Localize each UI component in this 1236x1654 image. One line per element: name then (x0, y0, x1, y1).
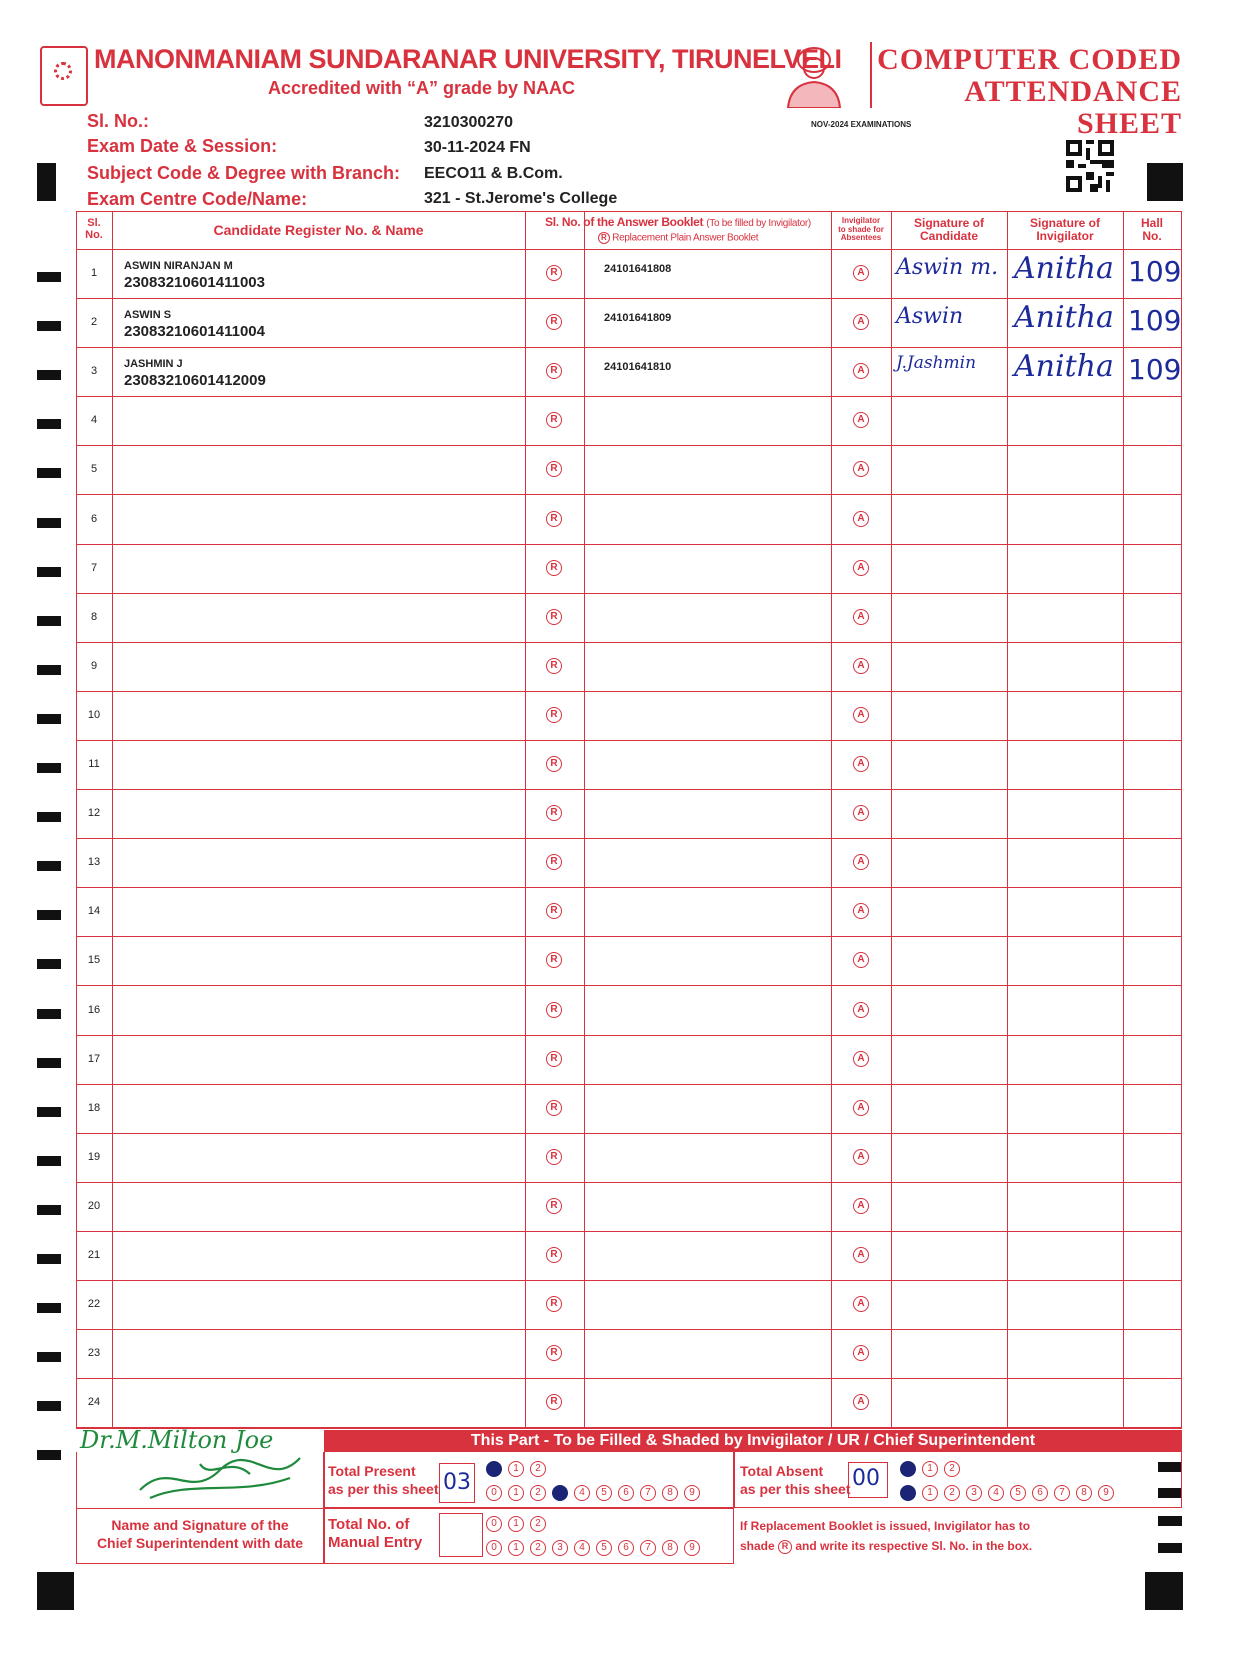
timing-mark (37, 1254, 61, 1264)
exam-date-value: 30-11-2024 FN (424, 139, 531, 156)
timing-mark (37, 1352, 61, 1362)
chief-signature: Dr.M.Milton Joe (80, 1426, 274, 1454)
hall-no: 109 (1128, 304, 1182, 338)
timing-mark (37, 321, 61, 331)
absentee-bubble[interactable]: A (853, 1198, 869, 1214)
accreditation-text: Accredited with “A” grade by NAAC (268, 78, 576, 98)
absentee-bubble[interactable]: A (853, 1296, 869, 1312)
absentee-bubble[interactable]: A (853, 1100, 869, 1116)
row-sl-no: 21 (87, 1249, 101, 1261)
tens-digit-bubble[interactable]: 1 (508, 1516, 524, 1532)
university-name: MANONMANIAM SUNDARANAR UNIVERSITY, TIRUNELVELI (94, 44, 842, 74)
unit-digit-bubble[interactable]: 8 (662, 1540, 678, 1556)
row-sl-no: 20 (87, 1199, 101, 1212)
unit-digit-bubble[interactable]: 7 (640, 1485, 656, 1501)
tens-digit-bubble[interactable]: 2 (944, 1461, 960, 1477)
total-present-label: Total Present as per this sheet (328, 1463, 439, 1497)
table-row (76, 1378, 1182, 1427)
row-sl-no: 7 (90, 561, 98, 574)
tens-digit-bubble[interactable]: 1 (508, 1461, 524, 1477)
unit-digit-bubble[interactable]: 6 (1032, 1485, 1048, 1501)
sheet-title-line2: ATTENDANCE SHEET (964, 75, 1182, 140)
row-sl-no: 11 (88, 758, 100, 770)
candidate-reg-no: 23083210601411004 (124, 323, 265, 341)
unit-digit-bubble[interactable]: 2 (944, 1485, 960, 1501)
absentee-bubble[interactable]: A (853, 1345, 869, 1361)
col-candidate-header: Candidate Register No. & Name (213, 221, 424, 238)
absentee-bubble[interactable]: A (853, 854, 869, 870)
table-row (76, 936, 1182, 985)
replacement-bubble[interactable]: R (546, 412, 562, 428)
table-row (76, 838, 1182, 887)
table-row (76, 544, 1182, 593)
row-sl-no: 19 (87, 1150, 101, 1163)
row-sl-no: 17 (87, 1052, 101, 1065)
absentee-bubble[interactable]: A (853, 756, 869, 772)
timing-mark (37, 763, 61, 773)
table-row (76, 1182, 1182, 1231)
table-row (76, 1035, 1182, 1084)
unit-digit-bubble[interactable]: 7 (640, 1540, 656, 1556)
absentee-bubble[interactable]: A (853, 1002, 869, 1018)
row-sl-no: 22 (87, 1298, 101, 1311)
table-row (76, 1280, 1182, 1329)
timing-mark (37, 714, 61, 724)
timing-mark (37, 665, 61, 675)
row-sl-no: 6 (90, 512, 98, 525)
timing-mark (37, 959, 61, 969)
replacement-r-icon: R (598, 232, 610, 244)
replacement-bubble[interactable]: R (546, 1051, 562, 1067)
row-sl-no: 18 (87, 1101, 101, 1114)
table-row (76, 691, 1182, 740)
unit-digit-bubble[interactable]: 0 (486, 1485, 502, 1501)
replacement-bubble[interactable]: R (546, 1100, 562, 1116)
superintendent-section (76, 1426, 1182, 1564)
absentee-bubble[interactable]: A (853, 903, 869, 919)
replacement-bubble[interactable]: R (546, 511, 562, 527)
row-sl-no: 2 (90, 316, 98, 329)
qr-code (1066, 140, 1114, 192)
timing-mark (37, 812, 61, 822)
replacement-bubble[interactable]: R (546, 363, 562, 379)
unit-digit-bubble[interactable]: 5 (596, 1540, 612, 1556)
replacement-bubble[interactable]: R (546, 1296, 562, 1312)
unit-digit-bubble[interactable]: 6 (618, 1485, 634, 1501)
absentee-bubble[interactable]: A (853, 511, 869, 527)
answer-booklet-no: 24101641809 (604, 312, 672, 325)
centre-label: Exam Centre Code/Name: (87, 189, 308, 209)
unit-digit-bubble[interactable]: 4 (988, 1485, 1004, 1501)
candidate-reg-no: 23083210601411003 (124, 274, 265, 291)
unit-digit-bubble[interactable]: 3 (552, 1540, 568, 1556)
table-row (76, 495, 1182, 544)
university-logo (40, 46, 88, 106)
replacement-bubble[interactable]: R (546, 609, 562, 625)
total-absent-label: Total Absent as per this sheet (740, 1463, 851, 1497)
total-absent-value: 00 (852, 1466, 880, 1491)
row-sl-no: 1 (90, 267, 98, 279)
timing-mark (37, 616, 61, 626)
table-row (76, 1329, 1182, 1378)
row-sl-no: 15 (87, 954, 101, 967)
candidate-signature: Aswin (896, 304, 964, 330)
table-row (76, 347, 1182, 396)
timing-mark (37, 1205, 61, 1215)
registration-mark (1147, 163, 1183, 201)
chief-label: Name and Signature of the Chief Superintendent with date (96, 1517, 304, 1551)
candidate-name: ASWIN S (124, 309, 172, 322)
unit-digit-bubble[interactable]: 2 (530, 1485, 546, 1501)
replacement-note: If Replacement Booklet is issued, Invigilator has to shade R and write its respective Sl. No. in the box. (740, 1519, 1033, 1553)
unit-digit-bubble[interactable]: 5 (1010, 1485, 1026, 1501)
absentee-bubble[interactable]: A (853, 707, 869, 723)
table-row (76, 1133, 1182, 1182)
row-sl-no: 14 (87, 905, 101, 918)
col-hall-header: Hall No. (1140, 216, 1163, 243)
timing-mark (37, 1107, 61, 1117)
table-row (76, 396, 1182, 445)
sl-no-value: 3210300270 (424, 114, 513, 131)
total-present-value: 03 (443, 1470, 471, 1495)
unit-digit-bubble[interactable]: 4 (574, 1540, 590, 1556)
sl-no-label: Sl. No.: (87, 111, 149, 131)
unit-digit-bubble[interactable]: 3 (552, 1485, 568, 1501)
row-sl-no: 23 (87, 1347, 101, 1360)
answer-booklet-no: 24101641808 (604, 263, 672, 275)
unit-digit-bubble[interactable]: 9 (1098, 1485, 1114, 1501)
timing-mark (37, 567, 61, 577)
unit-digit-bubble[interactable]: 9 (684, 1485, 700, 1501)
replacement-bubble[interactable]: R (546, 461, 562, 477)
centre-value: 321 - St.Jerome's College (424, 190, 618, 207)
unit-digit-bubble[interactable]: 8 (662, 1485, 678, 1501)
answer-booklet-no: 24101641810 (604, 361, 672, 374)
row-sl-no: 10 (87, 708, 101, 721)
table-row (76, 986, 1182, 1035)
row-sl-no: 5 (90, 463, 98, 476)
hall-no: 109 (1128, 353, 1182, 387)
table-row (76, 789, 1182, 838)
replacement-bubble[interactable]: R (546, 903, 562, 919)
unit-digit-bubble[interactable]: 6 (618, 1540, 634, 1556)
superintendent-band-title: This Part - To be Filled & Shaded by Invigilator / UR / Chief Superintendent (324, 1430, 1182, 1452)
absentee-bubble[interactable]: A (853, 805, 869, 821)
manual-entry-value-box[interactable] (439, 1513, 483, 1557)
col-invigilator-shade-header: Invigilator to shade for Absentees (838, 216, 884, 243)
table-row (76, 298, 1182, 347)
unit-digit-bubble[interactable]: 7 (1054, 1485, 1070, 1501)
row-sl-no: 12 (87, 807, 101, 820)
col-sig-candidate-header: Signature of Candidate (913, 216, 984, 243)
subject-value: EECO11 & B.Com. (424, 165, 563, 182)
timing-mark (37, 1450, 61, 1460)
invigilator-signature: Anitha (1014, 251, 1114, 286)
table-row (76, 593, 1182, 642)
sheet-title-line1: COMPUTER CODED (877, 43, 1182, 76)
timing-mark (37, 518, 61, 528)
replacement-bubble[interactable]: R (546, 658, 562, 674)
exam-date-label: Exam Date & Session: (87, 136, 278, 156)
registration-mark (37, 1572, 74, 1610)
row-sl-no: 13 (87, 856, 101, 869)
unit-digit-bubble[interactable]: 1 (508, 1485, 524, 1501)
table-row (76, 740, 1182, 789)
tens-digit-bubble[interactable]: 0 (900, 1461, 916, 1477)
unit-digit-bubble[interactable]: 9 (684, 1540, 700, 1556)
table-row (76, 445, 1182, 494)
timing-mark (37, 1156, 61, 1166)
replacement-bubble[interactable]: R (546, 1149, 562, 1165)
unit-digit-bubble[interactable]: 1 (508, 1540, 524, 1556)
replacement-bubble[interactable]: R (546, 1198, 562, 1214)
absentee-bubble[interactable]: A (853, 314, 869, 330)
table-row (76, 249, 1182, 298)
absentee-bubble[interactable]: A (853, 658, 869, 674)
replacement-bubble[interactable]: R (546, 560, 562, 576)
timing-mark (37, 1401, 61, 1411)
invigilator-signature: Anitha (1014, 300, 1114, 336)
row-sl-no: 4 (90, 414, 98, 427)
replacement-bubble[interactable]: R (546, 1002, 562, 1018)
timing-mark (37, 370, 61, 380)
attendance-table (76, 211, 1182, 1429)
table-row (76, 1231, 1182, 1280)
row-sl-no: 9 (90, 659, 98, 672)
timing-mark (37, 1009, 61, 1019)
absentee-bubble[interactable]: A (853, 952, 869, 968)
tens-digit-bubble[interactable]: 2 (530, 1516, 546, 1532)
row-sl-no: 8 (90, 610, 98, 623)
manual-entry-label: Total No. of Manual Entry (328, 1516, 423, 1551)
absentee-bubble[interactable]: A (853, 363, 869, 379)
absentee-bubble[interactable]: A (853, 265, 869, 281)
timing-mark (37, 910, 61, 920)
unit-digit-bubble[interactable]: 3 (966, 1485, 982, 1501)
replacement-bubble[interactable]: R (546, 265, 562, 281)
col-booklet-header: Sl. No. of the Answer Booklet (To be filled by Invigilator) R Replacement Plain Answer Booklet (545, 215, 811, 244)
founder-portrait (782, 42, 846, 108)
table-row (76, 642, 1182, 691)
tens-digit-bubble[interactable]: 0 (486, 1516, 502, 1532)
replacement-bubble[interactable]: R (546, 854, 562, 870)
invigilator-signature: Anitha (1014, 349, 1114, 385)
col-sl-header: Sl. No. (85, 217, 103, 241)
replacement-bubble[interactable]: R (546, 805, 562, 821)
replacement-r-icon: R (778, 1540, 792, 1554)
candidate-name: ASWIN NIRANJAN M (124, 260, 233, 272)
tens-digit-bubble[interactable]: 0 (486, 1461, 502, 1477)
absentee-bubble[interactable]: A (853, 560, 869, 576)
timing-mark (37, 272, 61, 282)
unit-digit-bubble[interactable]: 8 (1076, 1485, 1092, 1501)
timing-mark (37, 419, 61, 429)
replacement-bubble[interactable]: R (546, 314, 562, 330)
timing-mark (37, 861, 61, 871)
chief-signature-scribble (130, 1450, 320, 1506)
candidate-signature: Aswin m. (896, 255, 999, 280)
candidate-signature: J.Jashmin (896, 353, 977, 374)
timing-mark (37, 1058, 61, 1068)
absentee-bubble[interactable]: A (853, 1394, 869, 1410)
row-sl-no: 24 (87, 1396, 101, 1409)
hall-no: 109 (1128, 255, 1182, 288)
replacement-bubble[interactable]: R (546, 1345, 562, 1361)
registration-mark (1145, 1572, 1183, 1610)
tens-digit-bubble[interactable]: 1 (922, 1461, 938, 1477)
candidate-reg-no: 23083210601412009 (124, 372, 266, 390)
absentee-bubble[interactable]: A (853, 1149, 869, 1165)
unit-digit-bubble[interactable]: 0 (900, 1485, 916, 1501)
table-row (76, 887, 1182, 936)
row-sl-no: 3 (90, 365, 98, 378)
unit-digit-bubble[interactable]: 5 (596, 1485, 612, 1501)
candidate-name: JASHMIN J (124, 358, 183, 371)
table-row (76, 1084, 1182, 1133)
absentee-bubble[interactable]: A (853, 412, 869, 428)
row-sl-no: 16 (87, 1003, 101, 1016)
absentee-bubble[interactable]: A (853, 609, 869, 625)
absentee-bubble[interactable]: A (853, 1247, 869, 1263)
absentee-bubble[interactable]: A (853, 461, 869, 477)
sheet-title (872, 44, 1182, 140)
col-sig-invigilator-header: Signature of Invigilator (1029, 216, 1100, 243)
subject-label: Subject Code & Degree with Branch: (87, 163, 401, 183)
tens-digit-bubble[interactable]: 2 (530, 1461, 546, 1477)
exam-batch: NOV-2024 EXAMINATIONS (811, 120, 912, 129)
replacement-bubble[interactable]: R (546, 952, 562, 968)
replacement-bubble[interactable]: R (546, 707, 562, 723)
unit-digit-bubble[interactable]: 0 (486, 1540, 502, 1556)
registration-mark (37, 163, 56, 201)
timing-mark (37, 1303, 61, 1313)
replacement-bubble[interactable]: R (546, 1394, 562, 1410)
unit-digit-bubble[interactable]: 1 (922, 1485, 938, 1501)
unit-digit-bubble[interactable]: 4 (574, 1485, 590, 1501)
replacement-bubble[interactable]: R (546, 756, 562, 772)
timing-mark (37, 468, 61, 478)
replacement-bubble[interactable]: R (546, 1247, 562, 1263)
absentee-bubble[interactable]: A (853, 1051, 869, 1067)
unit-digit-bubble[interactable]: 2 (530, 1540, 546, 1556)
